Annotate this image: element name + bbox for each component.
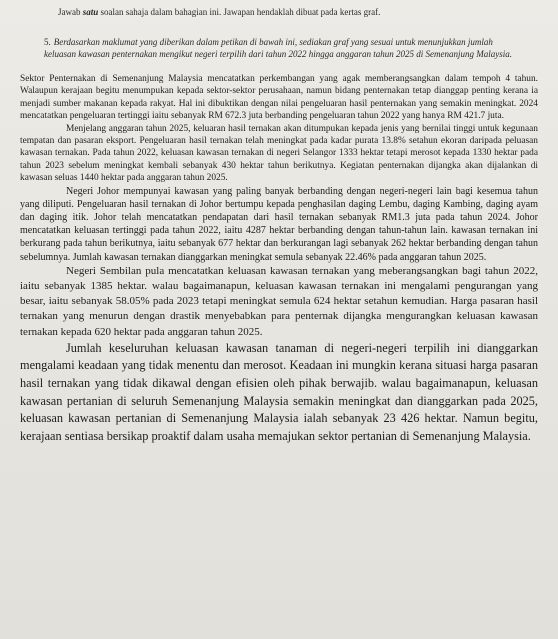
essay-paragraph-3: Negeri Johor mempunyai kawasan yang paling banyak berbanding dengan negeri-negeri lain bagi kesemua tahun yang diliputi. Pengeluaran hasil ternakan di Johor bertumpu kepada penghasilan daging Lembu, daging Kambing, daging ayam dan daging itik. Johor telah mencatatkan pendapatan dari hasil ternakan sebanyak RM1.3 juta pada tahun 2024. Johor mencatatkan keluasan tertinggi pada tahun 2022, iaitu 4287 hektar berbanding dengan tahun-tahun lain. kawasan ternakan ini berkurang pada tahun berikutnya, iaitu sebanyak 677 hektar dan berkurangan lagi sebanyak 262 hektar berbanding dengan tahun sebelumnya. Jumlah kawasan ternakan dianggarkan meningkat semula sebanyak 22.46% pada anggaran tahun 2025.	[20, 185, 538, 263]
section-instruction	[58, 6, 546, 18]
instruction-emphasis: satu	[82, 7, 99, 17]
question-number: 5.	[44, 37, 51, 47]
question-text: Berdasarkan maklumat yang diberikan dalam petikan di bawah ini, sediakan graf yang sesuai untuk menunjukkan jumlah keluasan kawasan penternakan mengikut negeri terpilih dari tahun 2022 hingga anggaran tahun 2025 di Semenanjung Malaysia.	[44, 37, 512, 59]
essay-paragraph-1: Sektor Penternakan di Semenanjung Malaysia mencatatkan perkembangan yang agak memberangsangkan dalam tempoh 4 tahun. Walaupun kerajaan begitu menumpukan kepada sektor-sektor perusahaan, namun bidang penternakan tetap dianggap penting kerana ia menjadi sumber makanan kepada rakyat. Hal ini dibuktikan dengan nilai pengeluaran hasil penternakan yang semakin meningkat. 2024 mencatatkan pengeluaran tertinggi iaitu sebanyak RM 672.3 juta berbanding pengeluaran tahun 2022 yang hanya RM 421.7 juta.	[20, 74, 538, 122]
question-prompt	[44, 36, 526, 60]
essay-paragraph-5: Jumlah keseluruhan keluasan kawasan tanaman di negeri-negeri terpilih ini dianggarkan mengalami keadaan yang tidak menentu dan merosot. Keadaan ini mungkin kerana situasi harga pasaran hasil ternakan yang tidak dikawal dengan efisien oleh pihak berwajib. walau bagaimanapun, keluasan kawasan pertanian di seluruh Semenanjung Malaysia semakin meningkat dan dianggarkan pada 2025, keluasan kawasan pertanian di Semenanjung Malaysia ialah sebanyak 23 426 hektar. Namun begitu, kerajaan sentiasa bersikap proaktif dalam usaha memajukan sektor pertanian di Semenanjung Malaysia.	[20, 340, 538, 443]
essay-passage	[20, 73, 538, 445]
instruction-suffix: soalan sahaja dalam bahagian ini. Jawapan hendaklah dibuat pada kertas graf.	[98, 7, 381, 17]
essay-paragraph-2: Menjelang anggaran tahun 2025, keluaran hasil ternakan akan ditumpukan kepada jenis yang bernilai tinggi untuk kegunaan tempatan dan pasaran eksport. Pengeluaran hasil ternakan telah meningkat pada kadar purata 13.8% setahun ekoran daripada peluasan kawasan ternakan. Pada tahun 2022, keluasan kawasan ternakan di negeri Selangor 1333 hektar tetapi merosot kepada 1330 hektar pada tahun 2023 sebelum meningkat kembali sebanyak 430 hektar tahun berikutnya. Kegiatan penternakan dijangka akan dijalankan di kawasan seluas 1440 hektar pada anggaran tahun 2025.	[20, 123, 538, 184]
instruction-prefix: Jawab	[58, 7, 83, 17]
essay-paragraph-4: Negeri Sembilan pula mencatatkan keluasan kawasan ternakan yang meberangsangkan bagi tahun 2022, iaitu sebanyak 1385 hektar. walau bagaimanapun, keluasan kawasan ternakan ini mengalami pengurangan yang besar, iaitu sebanyak 58.05% pada 2023 tetapi meningkat semula 624 hektar setahun kemudian. Harga pasaran hasil ternakan yang menurun dengan drastik menyebabkan para penternak dijangka mengurangkan keluasan kawasan ternakan kepada 620 hektar pada anggaran tahun 2025.	[20, 264, 538, 338]
